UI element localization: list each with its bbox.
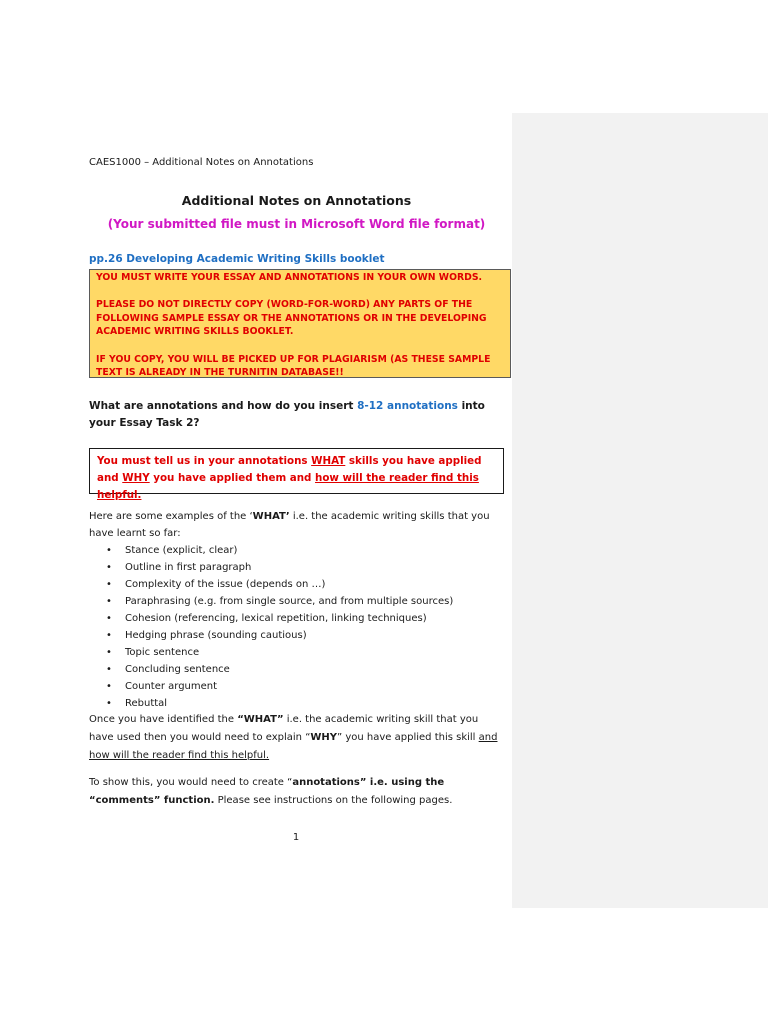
document-title: Additional Notes on Annotations xyxy=(181,193,412,208)
list-item: • Hedging phrase (sounding cautious) xyxy=(89,627,504,644)
question-text-1: What are annotations and how do you insert xyxy=(89,400,358,412)
plagiarism-warning-box xyxy=(89,269,511,378)
para1-what: “WHAT” xyxy=(237,714,284,725)
skills-list xyxy=(89,542,504,712)
warning-paragraph-3: IF YOU COPY, YOU WILL BE PICKED UP FOR PLAGIARISM (AS THESE SAMPLE TEXT IS ALREADY IN THE TURNITIN DATABASE!! xyxy=(96,353,491,379)
intro-text-1: Here are some examples of the ‘ xyxy=(89,511,253,522)
warning-paragraph-1: YOU MUST WRITE YOUR ESSAY AND ANNOTATIONS IN YOUR OWN WORDS. xyxy=(96,272,483,283)
para1-why: WHY xyxy=(310,732,338,743)
instructions-paragraph xyxy=(89,774,504,810)
intro-text-2: i.e. the academic writing skills that you have learnt so far: xyxy=(89,511,490,539)
para2-annotations: annotations” i.e. using the “comments” function. xyxy=(89,777,445,806)
notice-why: WHY xyxy=(122,472,150,484)
list-item: • Cohesion (referencing, lexical repetition, linking techniques) xyxy=(89,610,504,627)
list-item: • Topic sentence xyxy=(89,644,504,661)
document-header: CAES1000 – Additional Notes on Annotations xyxy=(89,157,314,168)
notice-text-3: you have applied them and xyxy=(149,472,316,484)
question-text-2: into your Essay Task 2? xyxy=(89,400,485,429)
list-item: • Complexity of the issue (depends on …) xyxy=(89,576,504,593)
annotation-notice-box xyxy=(89,448,504,501)
para1-text-1: Once you have identified the xyxy=(89,714,238,725)
notice-how: how will the reader find this helpful. xyxy=(97,472,479,501)
list-item: • Outline in first paragraph xyxy=(89,559,504,576)
para1-text-3: ” you have applied this skill xyxy=(337,732,479,743)
notice-text-2: skills you have applied and xyxy=(97,455,482,484)
notice-what: WHAT xyxy=(311,455,346,467)
list-item: • Paraphrasing (e.g. from single source, and from multiple sources) xyxy=(89,593,504,610)
list-item: • Concluding sentence xyxy=(89,661,504,678)
list-item: • Counter argument xyxy=(89,678,504,695)
para2-text-1: To show this, you would need to create “ xyxy=(89,777,293,788)
explanation-paragraph xyxy=(89,711,504,765)
intro-what: WHAT’ xyxy=(252,511,290,522)
question-heading xyxy=(89,398,499,432)
section-heading: pp.26 Developing Academic Writing Skills booklet xyxy=(89,253,385,265)
list-item: • Stance (explicit, clear) xyxy=(89,542,504,559)
list-item: • Rebuttal xyxy=(89,695,504,712)
para1-text-2: i.e. the academic writing skill that you have used then you would need to explain “ xyxy=(89,714,479,743)
intro-paragraph xyxy=(89,508,504,542)
document-subtitle: (Your submitted file must in Microsoft Word file format) xyxy=(107,217,486,231)
warning-paragraph-2: PLEASE DO NOT DIRECTLY COPY (WORD-FOR-WORD) ANY PARTS OF THE FOLLOWING SAMPLE ESSAY OR THE ANNOTATIONS OR IN THE DEVELOPING ACADEMIC WRITING SKILLS BOOKLET. xyxy=(96,299,487,338)
comments-pane xyxy=(512,113,768,908)
notice-text-1: You must tell us in your annotations xyxy=(97,455,312,467)
question-highlight: 8-12 annotations xyxy=(357,400,458,412)
para1-how: and how will the reader find this helpful. xyxy=(89,732,498,761)
para2-text-2: Please see instructions on the following pages. xyxy=(214,795,453,806)
page-number: 1 xyxy=(292,832,300,843)
